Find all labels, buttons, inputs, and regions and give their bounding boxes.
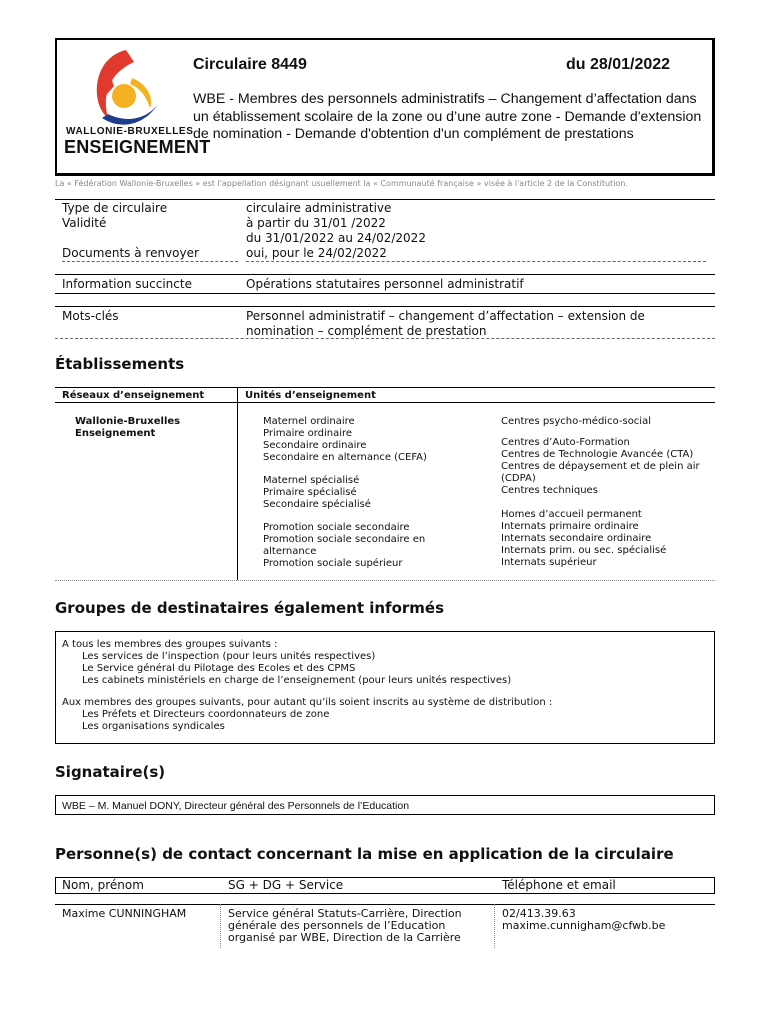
groupes-intro-2: Aux membres des groupes suivants, pour autant qu’ils soient inscrits au système de distribution : xyxy=(62,697,553,708)
col-units-header: Unités d’enseignement xyxy=(245,390,376,401)
keywords-value: Personnel administratif – changement d’affectation – extension de nomination – complément de prestation xyxy=(246,309,645,338)
unit-item: Primaire spécialisé xyxy=(263,487,357,498)
contact-service xyxy=(228,908,462,944)
units-col2-group1 xyxy=(501,416,651,428)
groupes-item: Les Préfets et Directeurs coordonnateurs de zone xyxy=(82,709,330,720)
type-value: circulaire administrative xyxy=(246,201,392,215)
unit-item: Maternel spécialisé xyxy=(263,475,360,486)
info-label: Information succincte xyxy=(62,277,192,291)
unit-item: alternance xyxy=(263,546,317,557)
unit-item: Promotion sociale secondaire en xyxy=(263,534,426,545)
meta-block-keywords xyxy=(55,306,715,339)
units-col2-group2 xyxy=(501,437,700,497)
groupes-item: Le Service général du Pilotage des Ecoles et des CPMS xyxy=(82,663,356,674)
unit-item: Centres d’Auto-Formation xyxy=(501,437,630,448)
units-col1-group2 xyxy=(263,475,371,511)
groupes-heading: Groupes de destinataires également informés xyxy=(55,599,444,617)
network-line: Wallonie-Bruxelles xyxy=(75,416,181,427)
unit-item: Internats supérieur xyxy=(501,557,597,568)
contact-row-line xyxy=(55,904,715,905)
unit-item: Centres techniques xyxy=(501,485,598,496)
meta-block-info xyxy=(55,274,715,294)
col-networks-header: Réseaux d’enseignement xyxy=(62,390,205,401)
contact-header-row xyxy=(55,877,715,894)
info-value: Opérations statutaires personnel administratif xyxy=(246,277,524,291)
unit-item: Primaire ordinaire xyxy=(263,428,353,439)
unit-item: Centres de Technologie Avancée (CTA) xyxy=(501,449,694,460)
col-phone-header: Téléphone et email xyxy=(502,878,616,892)
signataire-heading: Signataire(s) xyxy=(55,763,166,781)
contact-name: Maxime CUNNINGHAM xyxy=(62,907,187,920)
contact-divider-1 xyxy=(220,904,221,948)
network-line: Enseignement xyxy=(75,428,156,439)
validity-label: Validité xyxy=(62,216,107,230)
signataire-value: WBE – M. Manuel DONY, Directeur général des Personnels de l’Education xyxy=(62,800,410,812)
groupes-item: Les organisations syndicales xyxy=(82,721,225,732)
documents-label: Documents à renvoyer xyxy=(62,246,238,262)
etab-bottom-line xyxy=(55,580,715,581)
unit-item: Maternel ordinaire xyxy=(263,416,355,427)
circular-number: Circulaire 8449 xyxy=(193,56,307,73)
groupes-box xyxy=(55,631,715,744)
signataire-box xyxy=(55,795,715,815)
unit-item: (CDPA) xyxy=(501,473,536,484)
etablissements-heading: Établissements xyxy=(55,355,185,373)
unit-item: Centres de dépaysement et de plein air xyxy=(501,461,700,472)
service-line: organisé par WBE, Direction de la Carrière xyxy=(228,931,461,944)
unit-item: Homes d’accueil permanent xyxy=(501,509,642,520)
contact-heading: Personne(s) de contact concernant la mise en application de la circulaire xyxy=(55,845,674,863)
validity-value-2: du 31/01/2022 au 24/02/2022 xyxy=(246,231,426,245)
footnote: La « Fédération Wallonie-Bruxelles » est l'appellation désignant usuellement la « Communauté française » visée à l'article 2 de la Constitution. xyxy=(55,179,628,188)
unit-item: Secondaire spécialisé xyxy=(263,499,371,510)
groupes-list-1 xyxy=(62,651,708,687)
units-col1-group1 xyxy=(263,416,427,464)
unit-item: Promotion sociale secondaire xyxy=(263,522,410,533)
logo-line1: WALLONIE-BRUXELLES xyxy=(66,126,194,137)
logo-line2: ENSEIGNEMENT xyxy=(64,137,211,157)
keywords-label: Mots-clés xyxy=(62,309,119,323)
logo-blue-swoosh xyxy=(102,104,158,125)
contact-phone-email xyxy=(502,908,665,932)
groupes-item: Les cabinets ministériels en charge de l’enseignement (pour leurs unités respectives) xyxy=(82,675,512,686)
units-col2-group3 xyxy=(501,509,666,569)
logo-yellow-dot xyxy=(112,84,136,108)
contact-phone: 02/413.39.63 xyxy=(502,907,576,920)
documents-value: oui, pour le 24/02/2022 xyxy=(246,246,706,262)
contact-email: maxime.cunnigham@cfwb.be xyxy=(502,919,666,932)
network-wbe xyxy=(75,416,180,440)
validity-value-1: à partir du 31/01 /2022 xyxy=(246,216,386,230)
service-line: Service général Statuts-Carrière, Direction xyxy=(228,907,462,920)
circular-title: WBE - Membres des personnels administratifs – Changement d’affectation dans un établissement scolaire de la zone ou d’une autre zone - Demande d'extension de nomination - Demande d'obtention d'un complément de prestations xyxy=(193,91,702,142)
unit-item: Promotion sociale supérieur xyxy=(263,558,403,569)
units-col1-group3 xyxy=(263,522,425,570)
unit-item: Centres psycho-médico-social xyxy=(501,416,651,427)
unit-item: Secondaire ordinaire xyxy=(263,440,367,451)
unit-item: Secondaire en alternance (CEFA) xyxy=(263,452,427,463)
groupes-intro-1: A tous les membres des groupes suivants : xyxy=(62,639,278,650)
unit-item: Internats secondaire ordinaire xyxy=(501,533,652,544)
contact-divider-2 xyxy=(494,904,495,948)
col-service-header: SG + DG + Service xyxy=(228,878,344,892)
etab-divider xyxy=(237,387,238,580)
groupes-item: Les services de l’inspection (pour leurs unités respectives) xyxy=(82,651,376,662)
unit-item: Internats prim. ou sec. spécialisé xyxy=(501,545,667,556)
meta-block-type xyxy=(55,199,715,262)
circular-date: du 28/01/2022 xyxy=(566,56,671,73)
unit-item: Internats primaire ordinaire xyxy=(501,521,639,532)
service-line: générale des personnels de l’Education xyxy=(228,919,446,932)
col-name-header: Nom, prénom xyxy=(62,878,144,892)
type-label: Type de circulaire xyxy=(62,201,168,215)
groupes-list-2 xyxy=(62,709,708,733)
